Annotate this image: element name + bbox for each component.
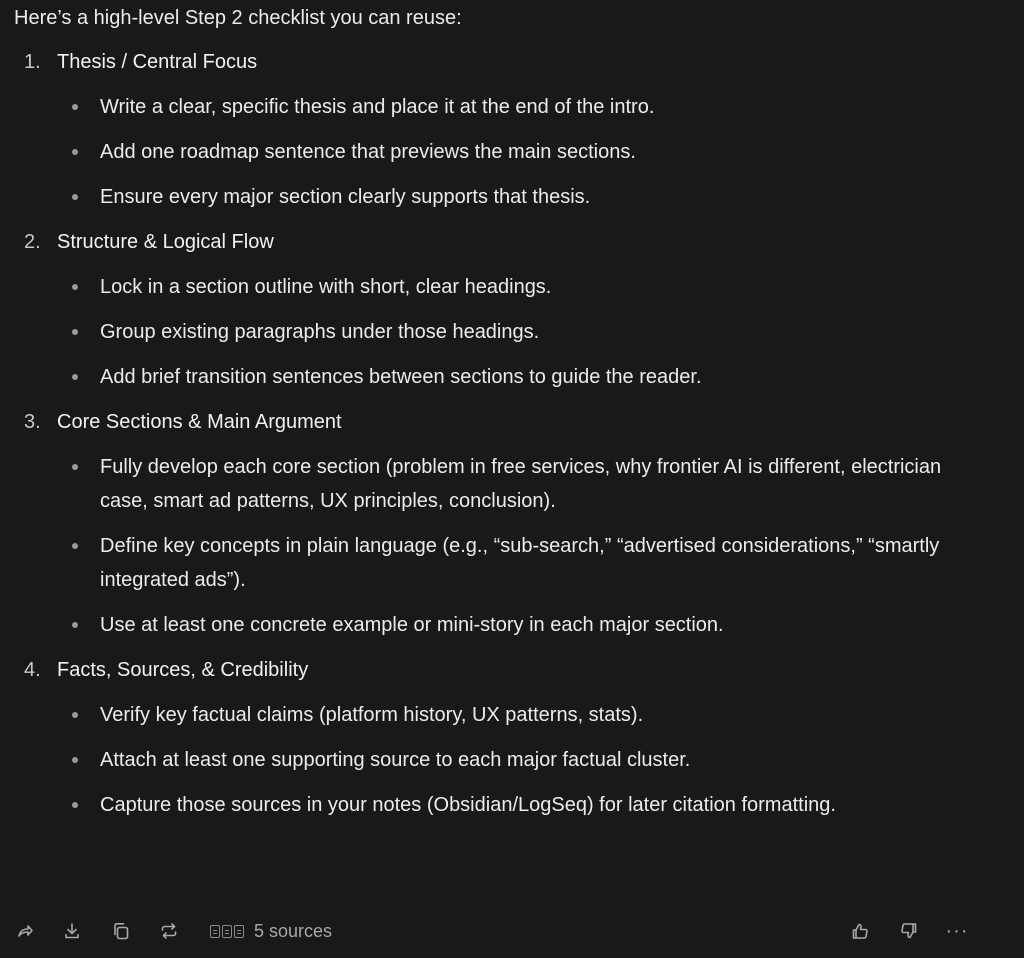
section-title: Structure & Logical Flow [57, 231, 274, 253]
bullet-item [14, 360, 970, 394]
section-heading [24, 228, 1004, 256]
regenerate-button[interactable] [155, 913, 183, 949]
bullet-dot [72, 543, 78, 549]
download-icon [62, 921, 82, 941]
regenerate-icon [159, 921, 179, 941]
bullet-text: Add one roadmap sentence that previews the main sections. [100, 141, 636, 163]
checklist-section [14, 656, 1004, 822]
section-heading [24, 48, 1004, 76]
bullet-text: Group existing paragraphs under those headings. [100, 321, 540, 343]
share-button[interactable] [11, 913, 39, 949]
checklist [14, 48, 1004, 822]
thumbs-up-icon [850, 921, 870, 941]
bullet-item [14, 788, 970, 822]
bullet-text: Attach at least one supporting source to each major factual cluster. [100, 749, 691, 771]
bullet-dot [72, 149, 78, 155]
bullet-item [14, 608, 970, 642]
sources-button[interactable] [210, 913, 332, 949]
bullet-dot [72, 802, 78, 808]
section-title: Thesis / Central Focus [57, 51, 258, 73]
bullet-item [14, 743, 970, 777]
bullet-text: Define key concepts in plain language (e.g., “sub-search,” “advertised considerations,” “smartly integrated ads”). [100, 535, 940, 591]
checklist-section [14, 228, 1004, 394]
bullet-text: Add brief transition sentences between sections to guide the reader. [100, 366, 702, 388]
section-title: Core Sections & Main Argument [57, 411, 342, 433]
bullet-item [14, 450, 970, 518]
bullet-item [14, 270, 970, 304]
message-action-bar [0, 913, 1024, 949]
bullet-item [14, 180, 970, 214]
bullet-text: Ensure every major section clearly supports that thesis. [100, 186, 591, 208]
section-number: 2. [24, 231, 41, 253]
checklist-section [14, 408, 1004, 642]
bullet-item [14, 135, 970, 169]
section-number: 4. [24, 659, 41, 681]
bullet-list [14, 270, 1004, 394]
more-icon: ··· [945, 920, 969, 942]
bullet-dot [72, 712, 78, 718]
bullet-text: Verify key factual claims (platform history, UX patterns, stats). [100, 704, 644, 726]
assistant-message [14, 4, 1004, 836]
bullet-item [14, 315, 970, 349]
more-options-button[interactable] [943, 913, 971, 949]
bullet-list [14, 90, 1004, 214]
bullet-item [14, 90, 970, 124]
bullet-text: Lock in a section outline with short, clear headings. [100, 276, 552, 298]
thumbs-up-button[interactable] [846, 913, 874, 949]
thumbs-down-button[interactable] [895, 913, 923, 949]
bullet-item [14, 698, 970, 732]
section-number: 1. [24, 51, 41, 73]
bullet-dot [72, 374, 78, 380]
bullet-dot [72, 757, 78, 763]
section-title: Facts, Sources, & Credibility [57, 659, 309, 681]
bullet-list [14, 450, 1004, 642]
sources-icon [210, 925, 244, 938]
message-intro: Here’s a high-level Step 2 checklist you can reuse: [14, 7, 462, 29]
copy-button[interactable] [107, 913, 135, 949]
bullet-text: Write a clear, specific thesis and place it at the end of the intro. [100, 96, 655, 118]
bullet-dot [72, 284, 78, 290]
bullet-text: Use at least one concrete example or mini-story in each major section. [100, 614, 724, 636]
bullet-dot [72, 104, 78, 110]
section-number: 3. [24, 411, 41, 433]
sources-label: 5 sources [254, 920, 333, 941]
section-heading [24, 408, 1004, 436]
copy-icon [111, 921, 131, 941]
bullet-dot [72, 622, 78, 628]
download-button[interactable] [58, 913, 86, 949]
bullet-dot [72, 194, 78, 200]
thumbs-down-icon [899, 921, 919, 941]
bullet-list [14, 698, 1004, 822]
bullet-text: Capture those sources in your notes (Obsidian/LogSeq) for later citation formatting. [100, 794, 836, 816]
bullet-item [14, 529, 970, 597]
bullet-dot [72, 329, 78, 335]
checklist-section [14, 48, 1004, 214]
bullet-dot [72, 464, 78, 470]
section-heading [24, 656, 1004, 684]
share-icon [15, 921, 35, 941]
bullet-text: Fully develop each core section (problem in free services, why frontier AI is different, electrician case, smart ad patterns, UX principles, conclusion). [100, 456, 942, 512]
